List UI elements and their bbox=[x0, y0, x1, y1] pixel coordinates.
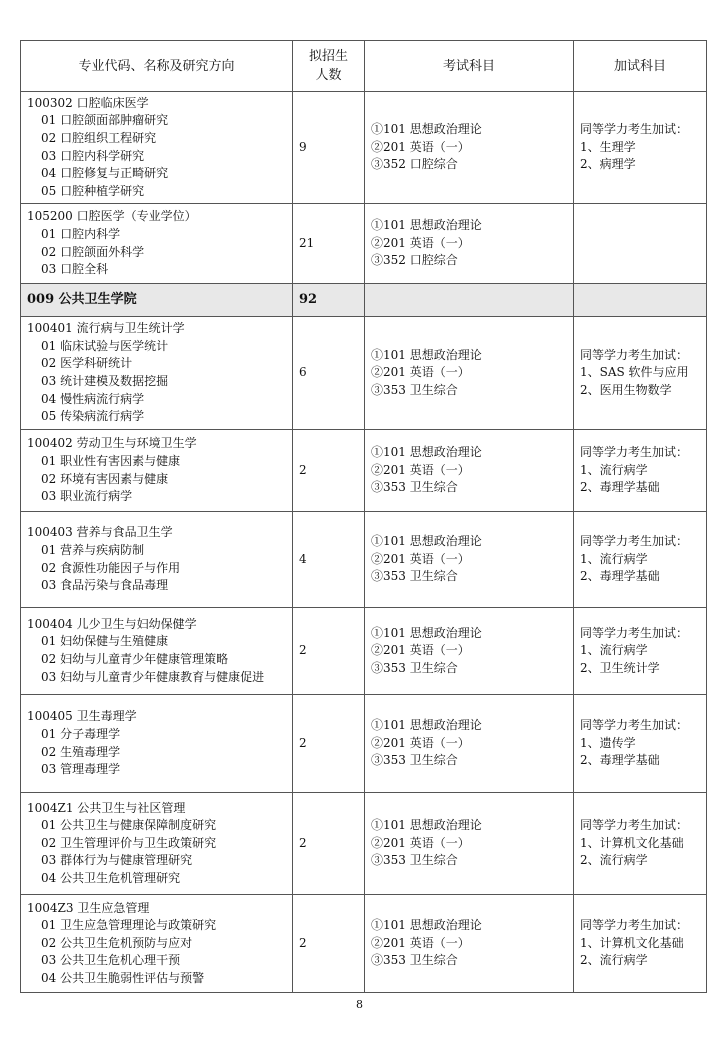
research-direction: 02 环境有害因素与健康 bbox=[41, 471, 169, 486]
major-title: 100405 卫生毒理学 bbox=[27, 709, 137, 724]
college-name: 009 公共卫生学院 bbox=[21, 284, 293, 317]
exam-subject: ②201 英语（一） bbox=[371, 935, 470, 950]
research-direction: 01 口腔颌面部肿瘤研究 bbox=[41, 113, 169, 128]
exam-subject: ②201 英语（一） bbox=[371, 365, 470, 380]
exam-cell bbox=[365, 92, 574, 204]
extra-subject: 同等学力考生加试： bbox=[580, 625, 689, 640]
quota-cell: 21 bbox=[293, 204, 365, 284]
page-number: 8 bbox=[356, 998, 363, 1011]
extra-subject: 1、遗传学 bbox=[580, 735, 636, 750]
research-direction: 01 分子毒理学 bbox=[41, 726, 121, 741]
exam-subject: ①101 思想政治理论 bbox=[371, 445, 482, 460]
header-quota bbox=[293, 41, 365, 92]
extra-subject: 同等学力考生加试： bbox=[580, 534, 689, 549]
major-cell bbox=[21, 317, 293, 430]
exam-subject: ①101 思想政治理论 bbox=[371, 534, 482, 549]
header-quota-line1: 拟招生 bbox=[308, 49, 348, 64]
exam-subject: ③352 口腔综合 bbox=[371, 157, 458, 172]
major-cell bbox=[21, 793, 293, 895]
quota-cell: 2 bbox=[293, 695, 365, 793]
quota-cell: 2 bbox=[293, 895, 365, 993]
table-row bbox=[21, 317, 707, 430]
research-direction: 01 公共卫生与健康保障制度研究 bbox=[41, 818, 217, 833]
college-extra-empty bbox=[574, 284, 707, 317]
research-direction: 02 公共卫生危机预防与应对 bbox=[41, 935, 193, 950]
research-direction: 05 口腔种植学研究 bbox=[41, 183, 145, 198]
research-direction: 03 统计建模及数据挖掘 bbox=[41, 374, 169, 388]
research-direction: 03 妇幼与儿童青少年健康教育与健康促进 bbox=[41, 669, 265, 684]
major-cell bbox=[21, 92, 293, 204]
exam-subject: ①101 思想政治理论 bbox=[371, 625, 482, 640]
major-title: 1004Z3 卫生应急管理 bbox=[27, 900, 150, 915]
table-row bbox=[21, 430, 707, 512]
exam-subject: ③353 卫生综合 bbox=[371, 660, 458, 675]
research-direction: 03 群体行为与健康管理研究 bbox=[41, 853, 193, 868]
extra-exam-cell bbox=[574, 512, 707, 608]
extra-subject: 2、流行病学 bbox=[580, 853, 648, 868]
research-direction: 02 口腔组织工程研究 bbox=[41, 130, 157, 145]
research-direction: 02 口腔颌面外科学 bbox=[41, 244, 145, 259]
extra-exam-cell bbox=[574, 430, 707, 512]
header-quota-line2: 人数 bbox=[315, 68, 342, 83]
research-direction: 01 妇幼保健与生殖健康 bbox=[41, 634, 169, 649]
extra-exam-cell bbox=[574, 317, 707, 430]
research-direction: 02 妇幼与儿童青少年健康管理策略 bbox=[41, 652, 229, 666]
research-direction: 01 临床试验与医学统计 bbox=[41, 338, 169, 353]
extra-subject: 同等学力考生加试： bbox=[580, 122, 689, 137]
research-direction: 03 管理毒理学 bbox=[41, 762, 121, 777]
major-title: 105200 口腔医学（专业学位） bbox=[27, 209, 197, 224]
header-exam: 考试科目 bbox=[365, 41, 574, 92]
exam-subject: ③352 口腔综合 bbox=[371, 253, 458, 268]
research-direction: 03 口腔全科 bbox=[41, 262, 109, 277]
extra-exam-cell bbox=[574, 895, 707, 993]
exam-cell bbox=[365, 512, 574, 608]
extra-subject: 1、计算机文化基础 bbox=[580, 935, 684, 950]
extra-subject: 2、毒理学基础 bbox=[580, 753, 660, 768]
research-direction: 02 食源性功能因子与作用 bbox=[41, 560, 181, 575]
header-extra: 加试科目 bbox=[574, 41, 707, 92]
extra-subject: 1、流行病学 bbox=[580, 462, 648, 477]
extra-subject: 1、SAS 软件与应用 bbox=[580, 365, 689, 380]
exam-cell bbox=[365, 317, 574, 430]
exam-subject: ①101 思想政治理论 bbox=[371, 918, 482, 933]
major-title: 100402 劳动卫生与环境卫生学 bbox=[27, 436, 197, 451]
exam-subject: ②201 英语（一） bbox=[371, 139, 470, 154]
table-row bbox=[21, 695, 707, 793]
quota-cell: 9 bbox=[293, 92, 365, 204]
quota-cell: 4 bbox=[293, 512, 365, 608]
major-cell bbox=[21, 895, 293, 993]
major-cell bbox=[21, 204, 293, 284]
major-title: 100404 儿少卫生与妇幼保健学 bbox=[27, 616, 197, 631]
table-row bbox=[21, 608, 707, 695]
admissions-table bbox=[20, 40, 707, 993]
exam-cell bbox=[365, 895, 574, 993]
research-direction: 03 食品污染与食品毒理 bbox=[41, 578, 169, 593]
extra-subject: 同等学力考生加试： bbox=[580, 445, 689, 460]
exam-subject: ①101 思想政治理论 bbox=[371, 218, 482, 233]
exam-subject: ②201 英语（一） bbox=[371, 551, 470, 566]
research-direction: 04 口腔修复与正畸研究 bbox=[41, 166, 169, 181]
exam-subject: ③353 卫生综合 bbox=[371, 953, 458, 968]
exam-cell bbox=[365, 793, 574, 895]
exam-cell bbox=[365, 695, 574, 793]
extra-subject: 同等学力考生加试： bbox=[580, 818, 689, 833]
extra-subject: 同等学力考生加试： bbox=[580, 718, 689, 733]
exam-subject: ③353 卫生综合 bbox=[371, 480, 458, 495]
extra-subject: 1、流行病学 bbox=[580, 551, 648, 566]
research-direction: 01 卫生应急管理理论与政策研究 bbox=[41, 918, 217, 933]
exam-cell bbox=[365, 204, 574, 284]
research-direction: 03 公共卫生危机心理干预 bbox=[41, 953, 181, 968]
research-direction: 04 公共卫生脆弱性评估与预警 bbox=[41, 970, 205, 985]
major-title: 100401 流行病与卫生统计学 bbox=[27, 321, 185, 336]
extra-subject: 2、卫生统计学 bbox=[580, 660, 660, 675]
quota-cell: 6 bbox=[293, 317, 365, 430]
research-direction: 04 公共卫生危机管理研究 bbox=[41, 870, 181, 885]
quota-cell: 2 bbox=[293, 430, 365, 512]
exam-cell bbox=[365, 430, 574, 512]
exam-subject: ②201 英语（一） bbox=[371, 462, 470, 477]
major-title: 100302 口腔临床医学 bbox=[27, 95, 149, 110]
extra-subject: 2、毒理学基础 bbox=[580, 569, 660, 584]
exam-subject: ③353 卫生综合 bbox=[371, 569, 458, 584]
research-direction: 01 营养与疾病防制 bbox=[41, 542, 145, 557]
major-title: 100403 营养与食品卫生学 bbox=[27, 525, 173, 540]
exam-subject: ①101 思想政治理论 bbox=[371, 347, 482, 362]
extra-subject: 2、流行病学 bbox=[580, 953, 648, 968]
exam-subject: ①101 思想政治理论 bbox=[371, 718, 482, 733]
major-cell bbox=[21, 512, 293, 608]
extra-subject: 同等学力考生加试： bbox=[580, 918, 689, 933]
major-title: 1004Z1 公共卫生与社区管理 bbox=[27, 800, 186, 815]
research-direction: 01 职业性有害因素与健康 bbox=[41, 453, 181, 468]
extra-subject: 2、病理学 bbox=[580, 157, 636, 172]
research-direction: 02 卫生管理评价与卫生政策研究 bbox=[41, 835, 217, 850]
research-direction: 04 慢性病流行病学 bbox=[41, 391, 145, 406]
research-direction: 05 传染病流行病学 bbox=[41, 409, 145, 424]
table-row bbox=[21, 512, 707, 608]
major-cell bbox=[21, 608, 293, 695]
quota-cell: 2 bbox=[293, 793, 365, 895]
exam-cell bbox=[365, 608, 574, 695]
extra-subject: 2、医用生物数学 bbox=[580, 382, 672, 397]
extra-subject: 同等学力考生加试： bbox=[580, 347, 689, 362]
header-major: 专业代码、名称及研究方向 bbox=[21, 41, 293, 92]
extra-subject: 1、计算机文化基础 bbox=[580, 835, 684, 850]
header-row bbox=[21, 41, 707, 92]
major-cell bbox=[21, 695, 293, 793]
exam-subject: ③353 卫生综合 bbox=[371, 853, 458, 868]
quota-cell: 2 bbox=[293, 608, 365, 695]
exam-subject: ①101 思想政治理论 bbox=[371, 122, 482, 137]
research-direction: 02 生殖毒理学 bbox=[41, 744, 121, 759]
exam-subject: ②201 英语（一） bbox=[371, 735, 470, 750]
extra-exam-cell bbox=[574, 204, 707, 284]
table-row bbox=[21, 204, 707, 284]
research-direction: 01 口腔内科学 bbox=[41, 226, 121, 241]
extra-exam-cell bbox=[574, 92, 707, 204]
table-body bbox=[21, 92, 707, 993]
exam-subject: ②201 英语（一） bbox=[371, 643, 470, 658]
research-direction: 02 医学科研统计 bbox=[41, 356, 133, 371]
exam-subject: ③353 卫生综合 bbox=[371, 753, 458, 768]
research-direction: 03 职业流行病学 bbox=[41, 489, 133, 504]
college-exam-empty bbox=[365, 284, 574, 317]
exam-subject: ①101 思想政治理论 bbox=[371, 818, 482, 833]
college-quota: 92 bbox=[293, 284, 365, 317]
extra-subject: 2、毒理学基础 bbox=[580, 480, 660, 495]
college-row bbox=[21, 284, 707, 317]
extra-subject: 1、生理学 bbox=[580, 139, 636, 154]
table-row bbox=[21, 793, 707, 895]
research-direction: 03 口腔内科学研究 bbox=[41, 148, 145, 163]
major-cell bbox=[21, 430, 293, 512]
exam-subject: ③353 卫生综合 bbox=[371, 382, 458, 397]
extra-exam-cell bbox=[574, 695, 707, 793]
table-row bbox=[21, 92, 707, 204]
exam-subject: ②201 英语（一） bbox=[371, 835, 470, 850]
exam-subject: ②201 英语（一） bbox=[371, 235, 470, 250]
extra-exam-cell bbox=[574, 793, 707, 895]
extra-exam-cell bbox=[574, 608, 707, 695]
extra-subject: 1、流行病学 bbox=[580, 643, 648, 658]
table-row bbox=[21, 895, 707, 993]
